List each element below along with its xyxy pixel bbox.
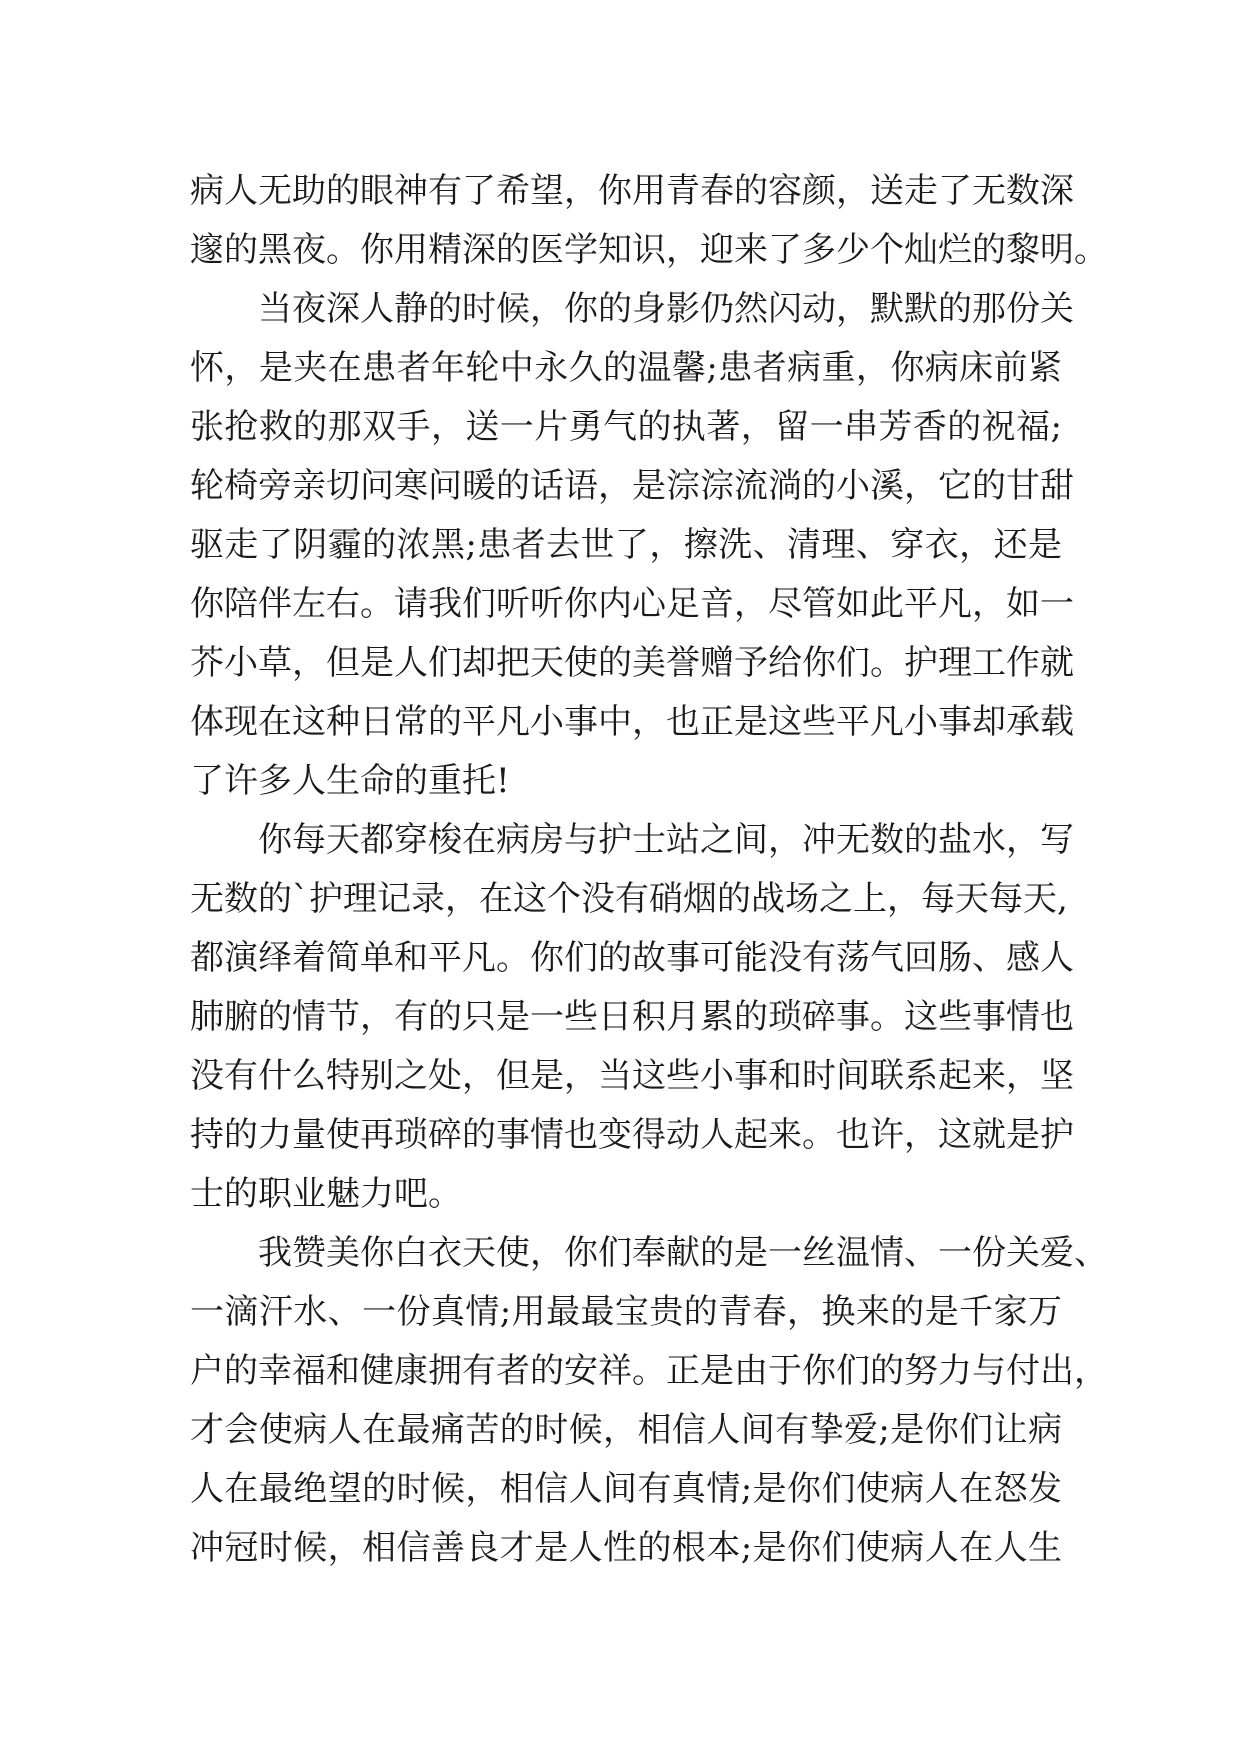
text-line: 户的幸福和健康拥有者的安祥。正是由于你们的努力与付出， [190, 1351, 1108, 1391]
body-text [190, 162, 1108, 1578]
text-line: 冲冠时候，相信善良才是人性的根本;是你们使病人在人生 [190, 1528, 1062, 1568]
text-line: 轮椅旁亲切问寒问暖的话语，是淙淙流淌的小溪，它的甘甜 [190, 466, 1074, 506]
text-line: 肺腑的情节，有的只是一些日积月累的琐碎事。这些事情也 [190, 997, 1074, 1037]
text-line: 怀，是夹在患者年轮中永久的温馨;患者病重，你病床前紧 [190, 348, 1062, 388]
text-line: 人在最绝望的时候，相信人间有真情;是你们使病人在怒发 [190, 1469, 1062, 1509]
paragraph [190, 1224, 1108, 1578]
text-line: 了许多人生命的重托! [190, 761, 510, 801]
text-line: 士的职业魅力吧。 [190, 1174, 462, 1214]
text-line: 体现在这种日常的平凡小事中，也正是这些平凡小事却承载 [190, 702, 1074, 742]
text-line: 芥小草，但是人们却把天使的美誉赠予给你们。护理工作就 [190, 643, 1074, 683]
text-line: 邃的黑夜。你用精深的医学知识，迎来了多少个灿烂的黎明。 [190, 230, 1108, 270]
text-line: 病人无助的眼神有了希望，你用青春的容颜，送走了无数深 [190, 171, 1074, 211]
text-line: 才会使病人在最痛苦的时候，相信人间有挚爱;是你们让病 [190, 1410, 1062, 1450]
text-line: 持的力量使再琐碎的事情也变得动人起来。也许，这就是护 [190, 1115, 1074, 1155]
paragraph [190, 162, 1108, 280]
text-line: 驱走了阴霾的浓黑;患者去世了，擦洗、清理、穿衣，还是 [190, 525, 1062, 565]
text-line: 张抢救的那双手，送一片勇气的执著，留一串芳香的祝福; [190, 407, 1062, 447]
text-line: 都演绎着简单和平凡。你们的故事可能没有荡气回肠、感人 [190, 938, 1074, 978]
text-line: 一滴汗水、一份真情;用最最宝贵的青春，换来的是千家万 [190, 1292, 1062, 1332]
text-line: 当夜深人静的时候，你的身影仍然闪动，默默的那份关 [258, 289, 1074, 329]
text-line: 没有什么特别之处，但是，当这些小事和时间联系起来，坚 [190, 1056, 1074, 1096]
text-line: 你陪伴左右。请我们听听你内心足音，尽管如此平凡，如一 [190, 584, 1074, 624]
text-line: 无数的`护理记录，在这个没有硝烟的战场之上，每天每天, [190, 879, 1068, 919]
text-line: 你每天都穿梭在病房与护士站之间，冲无数的盐水，写 [258, 820, 1074, 860]
paragraph [190, 280, 1074, 811]
text-line: 我赞美你白衣天使，你们奉献的是一丝温情、一份关爱、 [258, 1233, 1108, 1273]
paragraph [190, 811, 1074, 1224]
